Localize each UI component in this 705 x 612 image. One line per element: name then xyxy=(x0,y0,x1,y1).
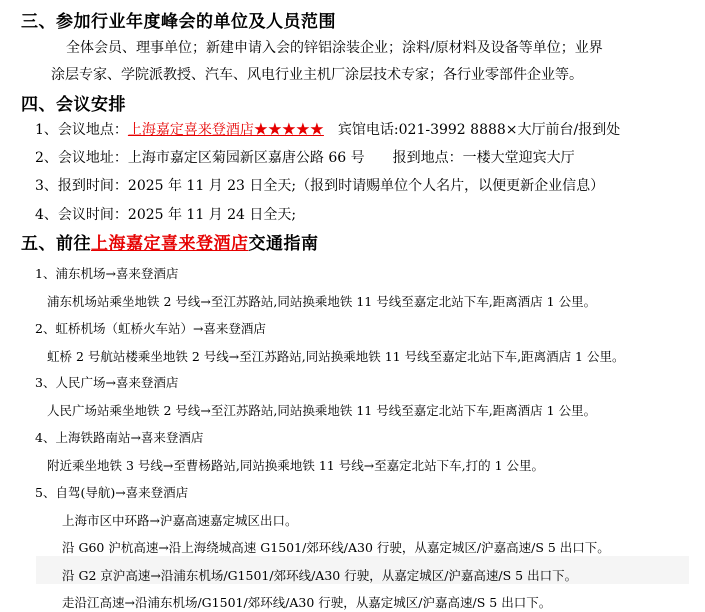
section5-heading-prefix: 五、前往 xyxy=(21,234,91,254)
route-title-pudong: 1、浦东机场→喜来登酒店 xyxy=(35,266,179,281)
section3-heading: 三、参加行业年度峰会的单位及人员范围 xyxy=(21,12,336,32)
meeting-venue-label: 1、会议地点： xyxy=(35,122,128,138)
section4-heading: 四、会议安排 xyxy=(21,95,126,115)
route-desc-south-station: 附近乘坐地铁 3 号线→至曹杨路站,同站换乘地铁 11 号线→至嘉定北站下车,打的 1 公里。 xyxy=(47,458,545,473)
drive-line-4: 走沿江高速→沿浦东机场/G1501/郊环线/A30 行驶，从嘉定城区/沪嘉高速/S 5 出口下。 xyxy=(62,595,552,610)
hotel-phone: 宾馆电话:021-3992 8888×大厅前台/报到处 xyxy=(337,122,621,138)
drive-line-3: 沿 G2 京沪高速→沿浦东机场/G1501/郊环线/A30 行驶，从嘉定城区/沪嘉高速/S 5 出口下。 xyxy=(62,568,578,583)
hotel-name-link[interactable]: 上海嘉定喜来登酒店★★★★★ xyxy=(127,122,324,138)
route-title-hongqiao: 2、虹桥机场（虹桥火车站）→喜来登酒店 xyxy=(35,321,266,336)
section3-para-line2: 涂层专家、学院派教授、汽车、风电行业主机厂涂层技术专家；各行业零部件企业等。 xyxy=(51,67,583,83)
section5-heading-suffix: 交通指南 xyxy=(248,234,319,254)
drive-line-1: 上海市区中环路→沪嘉高速嘉定城区出口。 xyxy=(62,513,298,528)
drive-line-2: 沿 G60 沪杭高速→沿上海绕城高速 G1501/郊环线/A30 行驶，从嘉定城区/沪嘉高速/S 5 出口下。 xyxy=(62,540,610,555)
route-desc-hongqiao: 虹桥 2 号航站楼乘坐地铁 2 号线→至江苏路站,同站换乘地铁 11 号线至嘉定北站下车,距离酒店 1 公里。 xyxy=(47,349,625,364)
meeting-address: 2、会议地址：上海市嘉定区菊园新区嘉唐公路 66 号 报到地点：一楼大堂迎宾大厅 xyxy=(35,150,575,166)
route-title-drive: 5、自驾(导航)→喜来登酒店 xyxy=(35,485,189,500)
section3-para-line1: 全体会员、理事单位；新建申请入会的锌铝涂装企业；涂料/原材料及设备等单位；业界 xyxy=(66,40,603,56)
route-title-south-station: 4、上海铁路南站→喜来登酒店 xyxy=(35,430,204,445)
section5-heading xyxy=(21,229,319,254)
route-desc-peoples-square: 人民广场站乘坐地铁 2 号线→至江苏路站,同站换乘地铁 11 号线至嘉定北站下车,距离酒店 1 公里。 xyxy=(47,403,597,418)
meeting-time: 4、会议时间：2025 年 11 月 24 日全天; xyxy=(35,207,297,223)
route-title-peoples-square: 3、人民广场→喜来登酒店 xyxy=(35,375,179,390)
registration-time: 3、报到时间：2025 年 11 月 23 日全天;（报到时请赐单位个人名片，以便更新企业信息） xyxy=(35,178,605,194)
meeting-venue xyxy=(35,119,620,139)
section5-hotel-link[interactable]: 上海嘉定喜来登酒店 xyxy=(91,234,249,254)
route-desc-pudong: 浦东机场站乘坐地铁 2 号线→至江苏路站,同站换乘地铁 11 号线至嘉定北站下车,距离酒店 1 公里。 xyxy=(47,294,597,309)
